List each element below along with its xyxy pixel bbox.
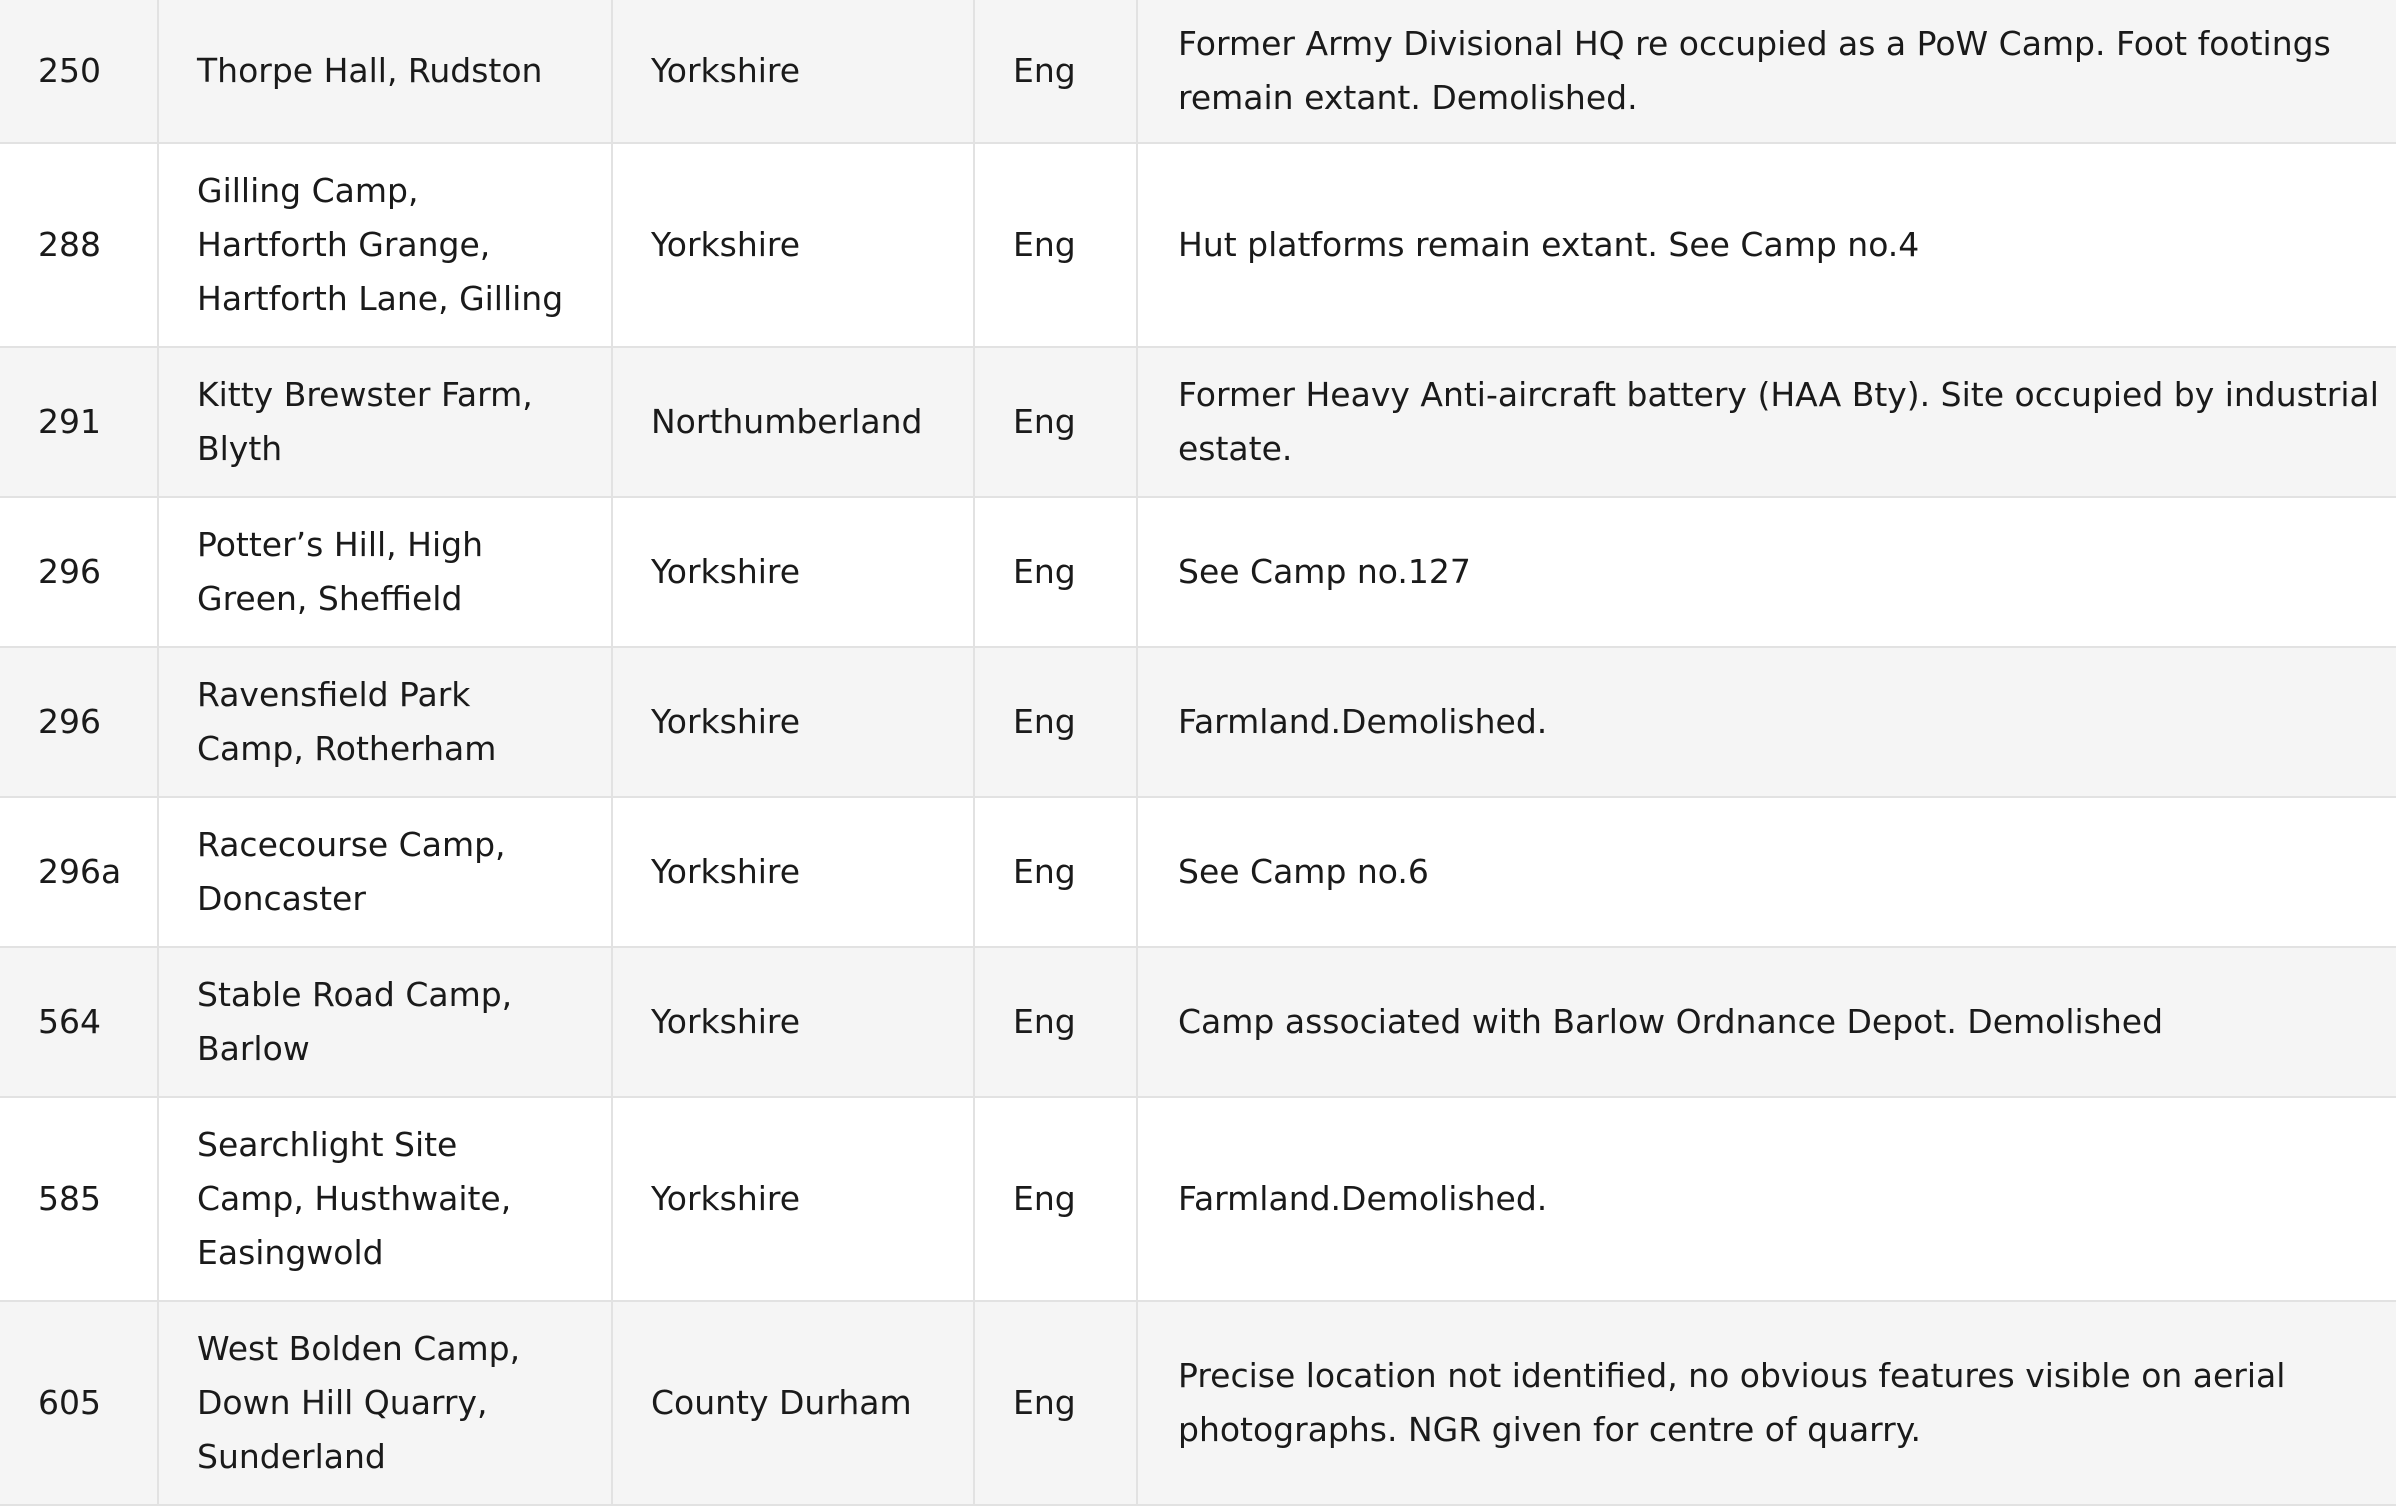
camp-name-cell: Potter’s Hill, High Green, Sheffield (158, 497, 612, 647)
camp-name-cell: Kitty Brewster Farm, Blyth (158, 347, 612, 497)
notes-cell: See Camp no.127 (1137, 497, 2396, 647)
camp-number-cell: 296 (0, 497, 158, 647)
country-cell: Eng (974, 497, 1137, 647)
camp-number-cell: 564 (0, 947, 158, 1097)
county-cell: Yorkshire (612, 0, 974, 143)
country-cell: Eng (974, 1097, 1137, 1301)
country-cell: Eng (974, 1301, 1137, 1505)
table-row (0, 947, 2396, 1097)
notes-cell: Precise location not identified, no obvious features visible on aerial photographs. NGR given for centre of quarry. (1137, 1301, 2396, 1505)
camp-name-cell: Ravensfield Park Camp, Rotherham (158, 647, 612, 797)
county-cell: Yorkshire (612, 797, 974, 947)
county-cell: Yorkshire (612, 1097, 974, 1301)
notes-cell: See Camp no.6 (1137, 797, 2396, 947)
camp-number-cell: 296 (0, 647, 158, 797)
notes-cell: Former Heavy Anti-aircraft battery (HAA Bty). Site occupied by industrial estate. (1137, 347, 2396, 497)
table-row (0, 1097, 2396, 1301)
notes-cell: Farmland.Demolished. (1137, 647, 2396, 797)
county-cell: Yorkshire (612, 947, 974, 1097)
notes-cell: Former Army Divisional HQ re occupied as a PoW Camp. Foot footings remain extant. Demolished. (1137, 0, 2396, 143)
table-row (0, 0, 2396, 143)
notes-cell: Farmland.Demolished. (1137, 1097, 2396, 1301)
country-cell: Eng (974, 347, 1137, 497)
camp-number-cell: 605 (0, 1301, 158, 1505)
notes-cell: Camp associated with Barlow Ordnance Depot. Demolished (1137, 947, 2396, 1097)
camp-name-cell: Racecourse Camp, Doncaster (158, 797, 612, 947)
camp-number-cell: 250 (0, 0, 158, 143)
county-cell: County Durham (612, 1301, 974, 1505)
table-row (0, 1301, 2396, 1505)
table-row (0, 347, 2396, 497)
county-cell: Yorkshire (612, 143, 974, 347)
camp-name-cell: Stable Road Camp, Barlow (158, 947, 612, 1097)
notes-cell: Hut platforms remain extant. See Camp no.4 (1137, 143, 2396, 347)
country-cell: Eng (974, 797, 1137, 947)
camp-name-cell: Gilling Camp, Hartforth Grange, Hartforth Lane, Gilling (158, 143, 612, 347)
country-cell: Eng (974, 647, 1137, 797)
camp-name-cell: West Bolden Camp, Down Hill Quarry, Sunderland (158, 1301, 612, 1505)
county-cell: Yorkshire (612, 647, 974, 797)
camp-number-cell: 291 (0, 347, 158, 497)
country-cell: Eng (974, 0, 1137, 143)
table-row (0, 497, 2396, 647)
county-cell: Yorkshire (612, 497, 974, 647)
camp-number-cell: 296a (0, 797, 158, 947)
table-row (0, 797, 2396, 947)
camp-name-cell: Searchlight Site Camp, Husthwaite, Easingwold (158, 1097, 612, 1301)
camp-number-cell: 585 (0, 1097, 158, 1301)
camp-number-cell: 288 (0, 143, 158, 347)
camp-name-cell: Thorpe Hall, Rudston (158, 0, 612, 143)
country-cell: Eng (974, 143, 1137, 347)
table-row (0, 647, 2396, 797)
country-cell: Eng (974, 947, 1137, 1097)
table-row (0, 143, 2396, 347)
county-cell: Northumberland (612, 347, 974, 497)
